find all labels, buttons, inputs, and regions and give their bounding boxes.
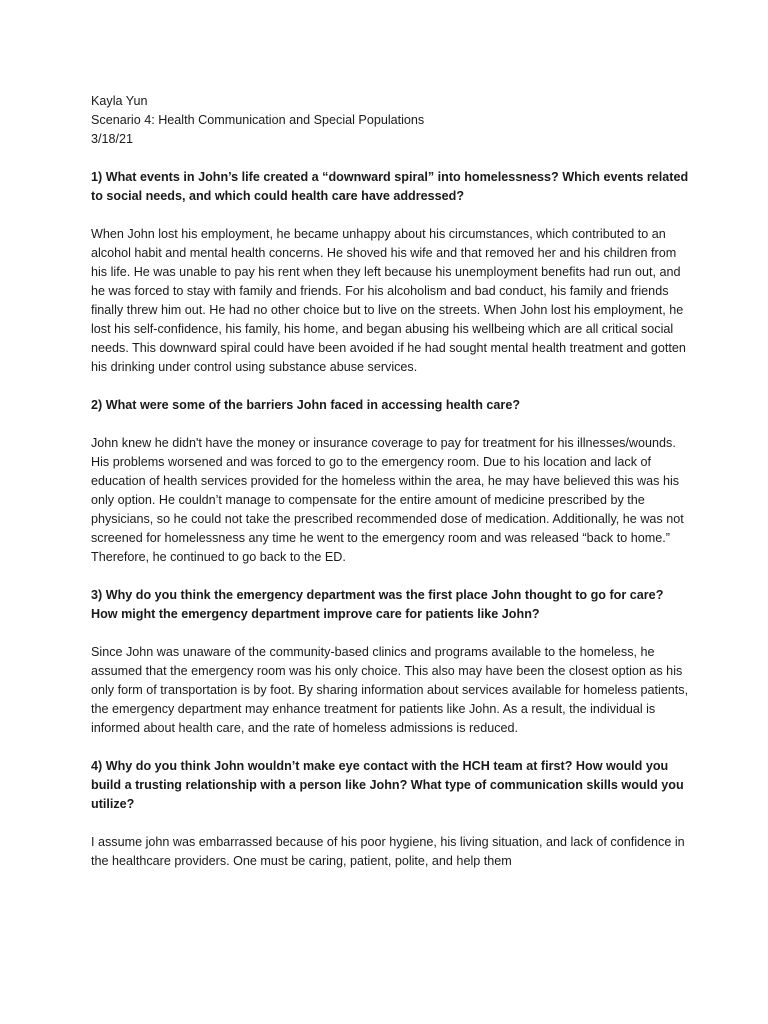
answer-2: John knew he didn't have the money or insurance coverage to pay for treatment for his illnesses/wounds. His problems worsened and was forced to go to the emergency room. Due to his location and lack of education of health services provided for the homeless within the area, he may have believed this was his only option. He couldn’t manage to compensate for the entire amount of medicine prescribed by the physicians, so he could not take the prescribed recommended dose of medication. Additionally, he was not screened for homelessness any time he went to the emergency room and was released “back to home.” Therefore, he continued to go back to the ED. (91, 436, 684, 564)
question-2: 2) What were some of the barriers John faced in accessing health care? (91, 398, 521, 412)
document-page (91, 92, 691, 871)
answer-3: Since John was unaware of the community-based clinics and programs available to the homeless, he assumed that the emergency room was his only choice. This also may have been the closest option as his only form of transportation is by foot. By sharing information about services available for homeless patients, the emergency department may enhance treatment for patients like John. As a result, the individual is informed about health care, and the rate of homeless admissions is reduced. (91, 645, 689, 735)
answer-4: I assume john was embarrassed because of his poor hygiene, his living situation, and lack of confidence in the healthcare providers. One must be caring, patient, polite, and help them (91, 835, 685, 868)
answer-1: When John lost his employment, he became unhappy about his circumstances, which contributed to an alcohol habit and mental health concerns. He shoved his wife and that removed her and his children from his life. He was unable to pay his rent when they left because his unemployment benefits had run out, and he was forced to stay with family and friends. For his alcoholism and bad conduct, his family and friends finally threw him out. He had no other choice but to live on the streets. When John lost his employment, he lost his self-confidence, his family, his home, and began abusing his wellbeing which are all critical social needs. This downward spiral could have been avoided if he had sought mental health treatment and gotten his drinking under control using substance abuse services. (91, 227, 686, 374)
document-date: 3/18/21 (91, 132, 134, 146)
scenario-title: Scenario 4: Health Communication and Special Populations (91, 113, 425, 127)
question-4: 4) Why do you think John wouldn’t make eye contact with the HCH team at first? How would you build a trusting relationship with a person like John? What type of communication skills would you utilize? (91, 759, 684, 811)
question-1: 1) What events in John’s life created a “downward spiral” into homelessness? Which events related to social needs, and which could health care have addressed? (91, 170, 689, 203)
author-name: Kayla Yun (91, 94, 148, 108)
question-3: 3) Why do you think the emergency department was the first place John thought to go for care? How might the emergency department improve care for patients like John? (91, 588, 664, 621)
